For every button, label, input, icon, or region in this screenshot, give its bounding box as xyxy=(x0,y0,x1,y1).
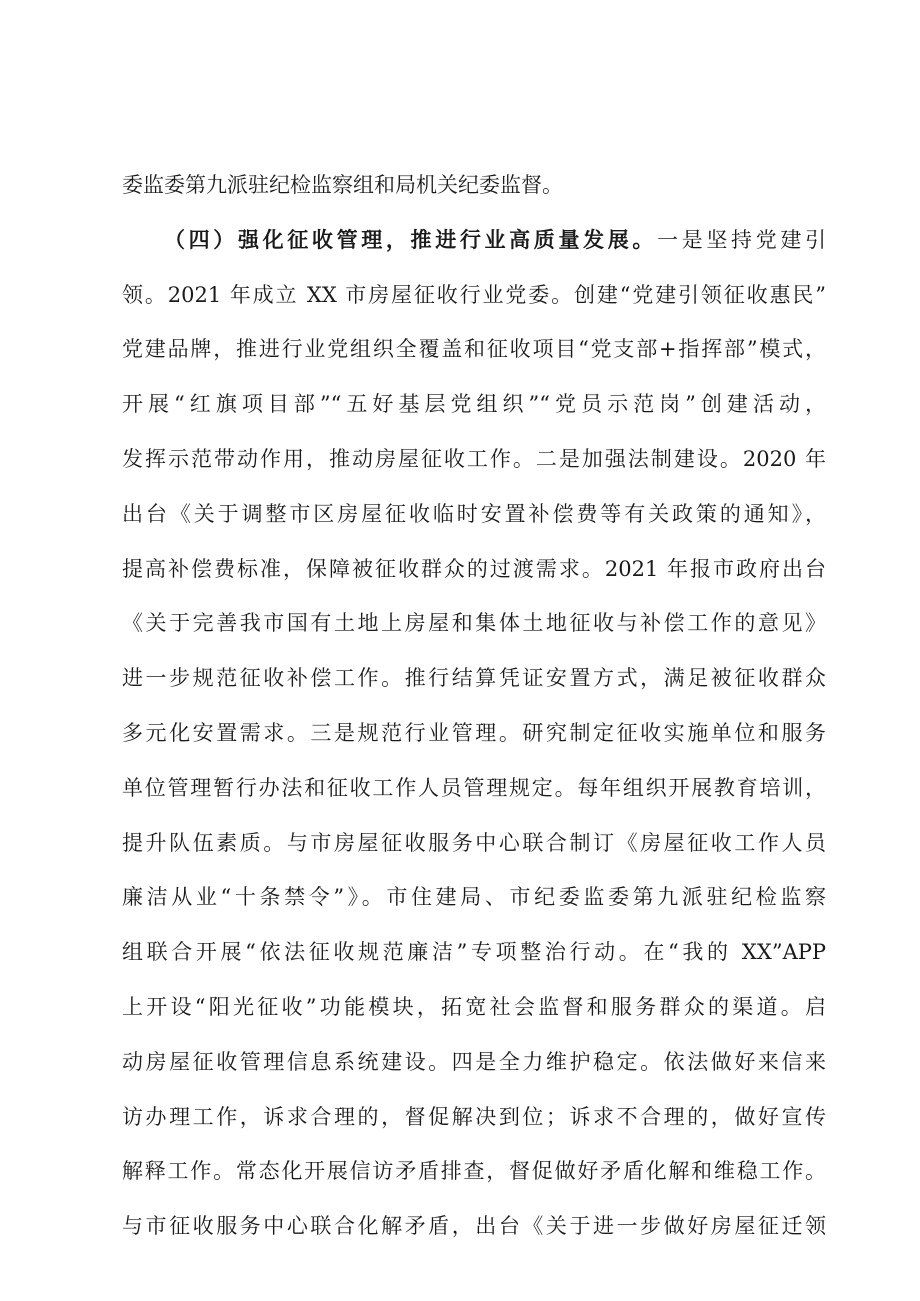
text-line-6: 发挥示范带动作用，推动房屋征收工作。二是加强法制建设。2020 年 xyxy=(122,446,826,471)
section-heading-continuation: 一是坚持党建引 xyxy=(657,227,827,252)
section-heading: （四）强化征收管理，推进行业高质量发展。 xyxy=(164,227,658,252)
text-line-16: 上开设“阳光征收”功能模块，拓宽社会监督和服务群众的渠道。启 xyxy=(122,994,826,1019)
text-line-8: 提高补偿费标准，保障被征收群众的过渡需求。2021 年报市政府出台 xyxy=(122,556,826,581)
text-line-7: 出台《关于调整市区房屋征收临时安置补偿费等有关政策的通知》， xyxy=(122,501,826,526)
text-line-20: 与市征收服务中心联合化解矛盾，出台《关于进一步做好房屋征迁领 xyxy=(122,1214,826,1239)
text-line-17: 动房屋征收管理信息系统建设。四是全力维护稳定。依法做好来信来 xyxy=(122,1049,826,1074)
text-line-5: 开展“红旗项目部”“五好基层党组织”“党员示范岗”创建活动， xyxy=(122,392,826,417)
section-heading-line xyxy=(122,213,826,268)
body-text xyxy=(122,158,826,1254)
text-line-13: 提升队伍素质。与市房屋征收服务中心联合制订《房屋征收工作人员 xyxy=(122,830,826,855)
text-line-4: 党建品牌，推进行业党组织全覆盖和征收项目“党支部+指挥部”模式， xyxy=(122,337,826,362)
text-line-14: 廉洁从业“十条禁令”》。市住建局、市纪委监委第九派驻纪检监察 xyxy=(122,885,826,910)
text-line-19: 解释工作。常态化开展信访矛盾排查，督促做好矛盾化解和维稳工作。 xyxy=(122,1159,826,1184)
text-line-10: 进一步规范征收补偿工作。推行结算凭证安置方式，满足被征收群众 xyxy=(122,666,826,691)
text-line-1: 委监委第九派驻纪检监察组和局机关纪委监督。 xyxy=(122,173,563,197)
text-line-12: 单位管理暂行办法和征收工作人员管理规定。每年组织开展教育培训， xyxy=(122,775,826,800)
text-line-18: 访办理工作，诉求合理的，督促解决到位；诉求不合理的，做好宣传 xyxy=(122,1104,826,1129)
text-line-11: 多元化安置需求。三是规范行业管理。研究制定征收实施单位和服务 xyxy=(122,720,826,745)
text-line-9: 《关于完善我市国有土地上房屋和集体土地征收与补偿工作的意见》 xyxy=(122,611,826,636)
text-line-15: 组联合开展“依法征收规范廉洁”专项整治行动。在“我的 XX”APP xyxy=(122,940,826,965)
text-line-3: 领。2021 年成立 XX 市房屋征收行业党委。创建“党建引领征收惠民” xyxy=(122,282,826,307)
